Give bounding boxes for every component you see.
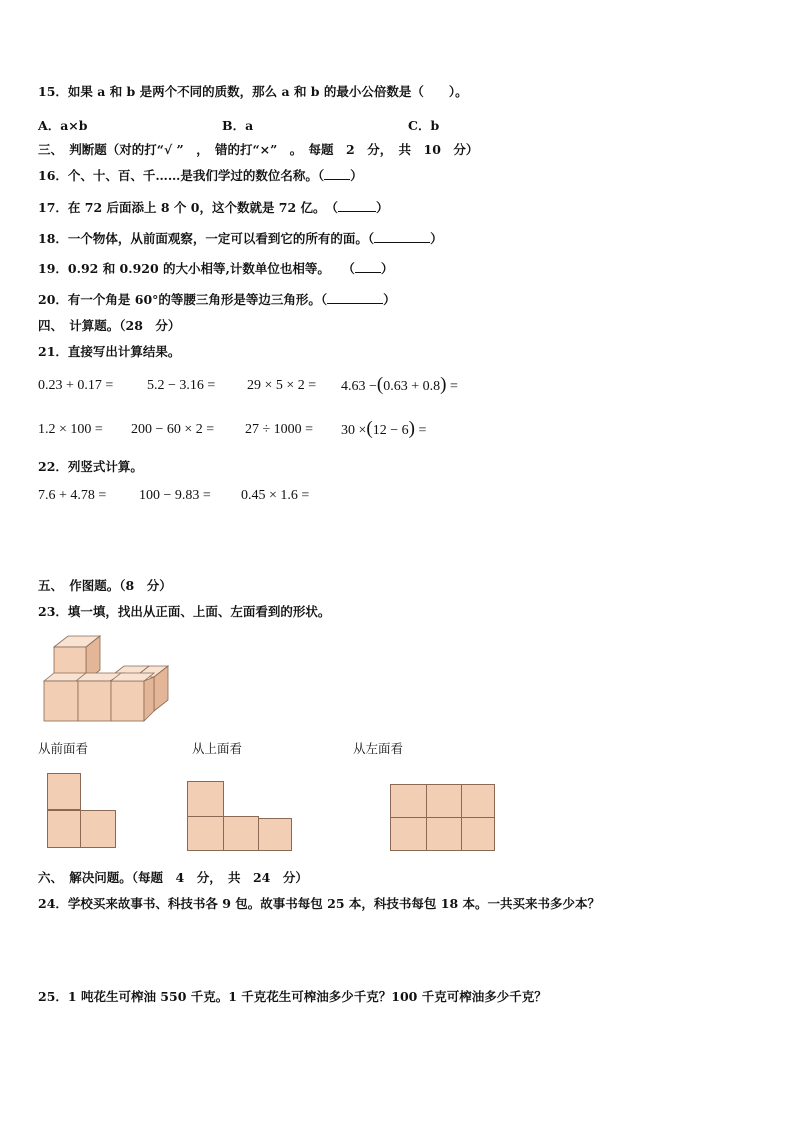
- question-19-end: ）: [380, 261, 394, 276]
- view-square: [80, 810, 116, 848]
- calc-part: 12 − 6: [372, 423, 409, 438]
- calc-item: 29 × 5 × 2 =: [247, 378, 317, 393]
- view-square: [461, 817, 495, 851]
- view-square: [258, 818, 292, 851]
- vertical-calc-item: 7.6 + 4.78 =: [38, 488, 107, 503]
- cube-stack-figure: [40, 630, 175, 725]
- section-4-title: 四、 计算题。（28 分）: [38, 318, 181, 333]
- calc-part: =: [449, 379, 458, 394]
- question-20: [38, 291, 396, 308]
- answer-blank-19[interactable]: [355, 260, 381, 273]
- question-18-end: ）: [430, 231, 443, 246]
- question-24: 24．学校买来故事书、科技书各 9 包。故事书每包 25 本，科技书每包 18 本。一共买来书多少本？: [38, 896, 600, 911]
- answer-blank-17[interactable]: [338, 199, 376, 212]
- calc-item: 200 − 60 × 2 =: [131, 422, 215, 437]
- left-paren: (: [376, 374, 384, 395]
- calc-item: 5.2 − 3.16 =: [147, 378, 216, 393]
- question-25: 25．1 吨花生可榨油 550 千克。1 千克花生可榨油多少千克？100 千克可榨油多少千克？: [38, 989, 547, 1004]
- section-3-title: 三、 判断题（对的打“√ ” ， 错的打“×” 。 每题 2 分， 共 10 分）: [38, 142, 479, 157]
- view-square: [47, 810, 81, 848]
- view-square: [223, 816, 259, 851]
- view-square: [426, 784, 462, 818]
- question-17-text: 17．在 72 后面添上 8 个 0，这个数就是 72 亿。 （: [38, 200, 339, 215]
- question-22-title: 22．列竖式计算。: [38, 459, 143, 474]
- view-square: [426, 817, 462, 851]
- calc-part: 0.63 + 0.8: [383, 379, 441, 394]
- question-23-title: 23．填一填，找出从正面、上面、左面看到的形状。: [38, 604, 331, 619]
- question-19: [38, 260, 393, 277]
- cube-front-face: [111, 681, 144, 721]
- option-c: C．b: [408, 118, 440, 133]
- view-caption-front: 从前面看: [38, 741, 89, 756]
- question-15: 15．如果 a 和 b 是两个不同的质数，那么 a 和 b 的最小公倍数是（ ）。: [38, 84, 468, 99]
- question-20-end: ）: [383, 292, 396, 307]
- question-17-end: ）: [376, 200, 389, 215]
- calc-part: =: [418, 423, 427, 438]
- calc-item-parenthesized: [341, 374, 458, 396]
- cube-side-face: [144, 677, 154, 721]
- view-caption-top: 从上面看: [192, 741, 243, 756]
- view-square: [390, 817, 427, 851]
- answer-blank-20[interactable]: [327, 291, 383, 304]
- question-17: [38, 199, 389, 216]
- calc-part: 4.63 −: [341, 379, 377, 394]
- view-square: [390, 784, 427, 818]
- vertical-calc-item: 0.45 × 1.6 =: [241, 488, 310, 503]
- left-paren: (: [366, 418, 373, 439]
- question-21-title: 21．直接写出计算结果。: [38, 344, 181, 359]
- question-16-text: 16．个、十、百、千……是我们学过的数位名称。（: [38, 168, 325, 183]
- question-18: [38, 230, 443, 247]
- cube-front-face: [44, 681, 78, 721]
- view-square: [187, 781, 224, 817]
- vertical-calc-item: 100 − 9.83 =: [139, 488, 211, 503]
- right-paren: ): [408, 418, 415, 439]
- section-5-title: 五、 作图题。（8 分）: [38, 578, 172, 593]
- view-square: [187, 816, 224, 851]
- right-paren: ): [440, 374, 447, 395]
- question-18-text: 18．一个物体，从前面观察，一定可以看到它的所有的面。（: [38, 231, 375, 246]
- calc-part: 30 ×: [341, 423, 367, 438]
- question-19-text: 19．0.92 和 0.920 的大小相等,计数单位也相等。 （: [38, 261, 355, 276]
- calc-item: 1.2 × 100 =: [38, 422, 103, 437]
- option-b: B．a: [222, 118, 254, 133]
- answer-blank-16[interactable]: [324, 167, 350, 180]
- view-caption-left: 从左面看: [353, 741, 404, 756]
- option-a: A．a×b: [38, 118, 88, 133]
- question-16-end: ）: [350, 168, 363, 183]
- calc-item: 27 ÷ 1000 =: [245, 422, 314, 437]
- question-20-text: 20．有一个角是 60°的等腰三角形是等边三角形。（: [38, 292, 328, 307]
- answer-blank-18[interactable]: [374, 230, 430, 243]
- view-square: [47, 773, 81, 810]
- section-6-title: 六、 解决问题。（每题 4 分， 共 24 分）: [38, 870, 308, 885]
- calc-item-parenthesized: [341, 418, 426, 440]
- question-16: [38, 167, 363, 184]
- calc-item: 0.23 + 0.17 =: [38, 378, 114, 393]
- cube-front-face: [78, 681, 111, 721]
- view-square: [461, 784, 495, 818]
